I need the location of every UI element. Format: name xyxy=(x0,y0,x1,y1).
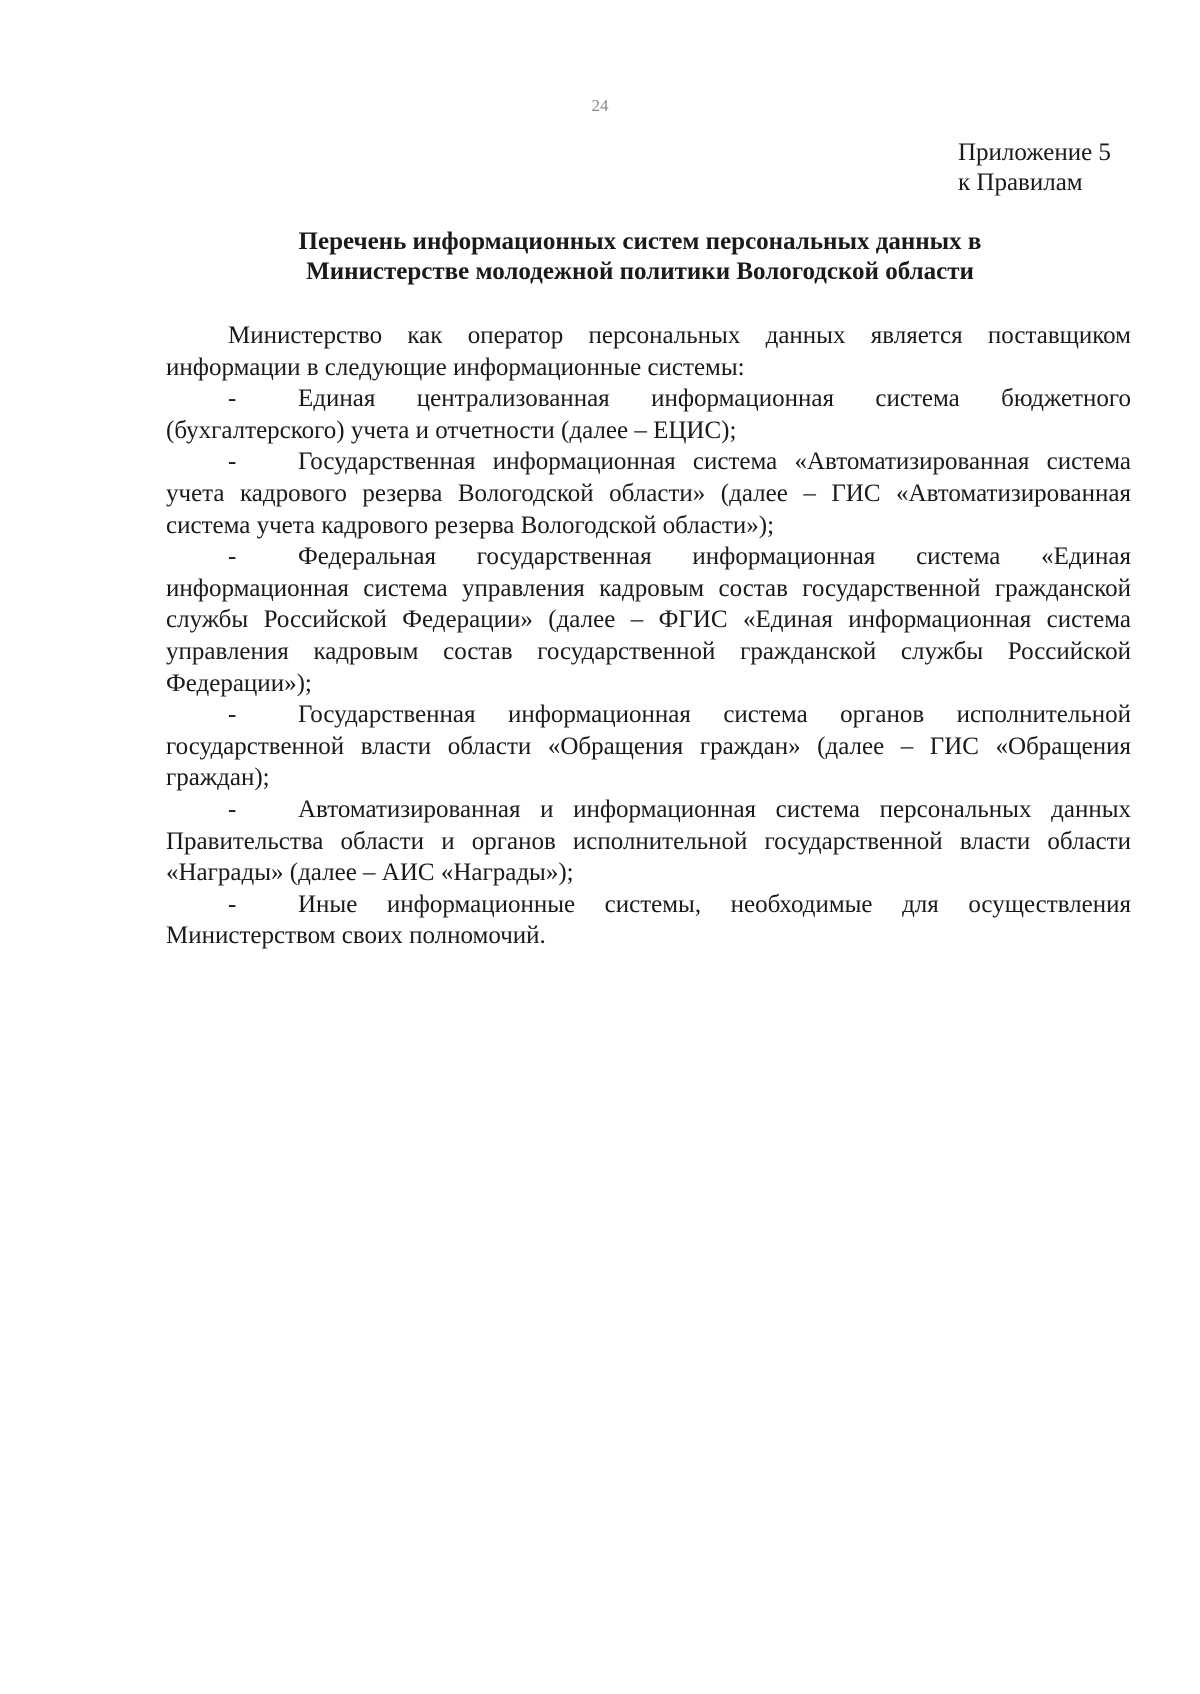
list-item xyxy=(166,383,1131,446)
page-number: 24 xyxy=(591,96,609,115)
appendix-line-2: к Правилам xyxy=(958,169,1083,196)
list-item-text: Государственная информационная система «Автоматизированная система учета кадрового резерва Вологодской области» (далее – ГИС «Автоматизированная система учета кадрового резерва Вологодской области»); xyxy=(166,448,1131,539)
list-item xyxy=(166,889,1131,952)
list-bullet: - xyxy=(228,701,237,729)
list-item-text: Единая централизованная информационная система бюджетного (бухгалтерского) учета и отчетности (далее – ЕЦИС); xyxy=(166,385,1131,444)
appendix-label xyxy=(958,138,1111,198)
list-item xyxy=(166,699,1131,794)
list-bullet: - xyxy=(228,795,237,823)
document-body xyxy=(166,320,1131,952)
list-item-text: Государственная информационная система органов исполнительной государственной власти области «Обращения граждан» (далее – ГИС «Обращения граждан); xyxy=(166,701,1131,792)
list-item-text: Иные информационные системы, необходимые для осуществления Министерством своих полномочий. xyxy=(166,890,1131,950)
list-item-text: Федеральная государственная информационная система «Единая информационная система управления кадровым состав государственной гражданской службы Российской Федерации» (далее – ФГИС «Единая информационная система управления кадровым состав государственной гражданской службы Российской Федерации»); xyxy=(166,543,1131,697)
intro-paragraph: Министерство как оператор персональных данных является поставщиком информации в следующие информационные системы: xyxy=(166,322,1131,381)
list-bullet: - xyxy=(228,890,237,918)
title-line-1: Перечень информационных систем персональных данных в xyxy=(298,228,982,255)
list-item xyxy=(166,541,1131,699)
appendix-line-1: Приложение 5 xyxy=(958,139,1111,166)
list-item-text: Автоматизированная и информационная система персональных данных Правительства области и органов исполнительной государственной власти области «Награды» (далее – АИС «Награды»); xyxy=(166,795,1131,887)
list-item xyxy=(166,446,1131,541)
list-bullet: - xyxy=(228,385,237,413)
list-bullet: - xyxy=(228,448,237,476)
list-bullet: - xyxy=(228,543,237,571)
list-item xyxy=(166,794,1131,889)
title-line-2: Министерстве молодежной политики Вологодской области xyxy=(306,258,974,285)
document-title xyxy=(230,227,1050,287)
